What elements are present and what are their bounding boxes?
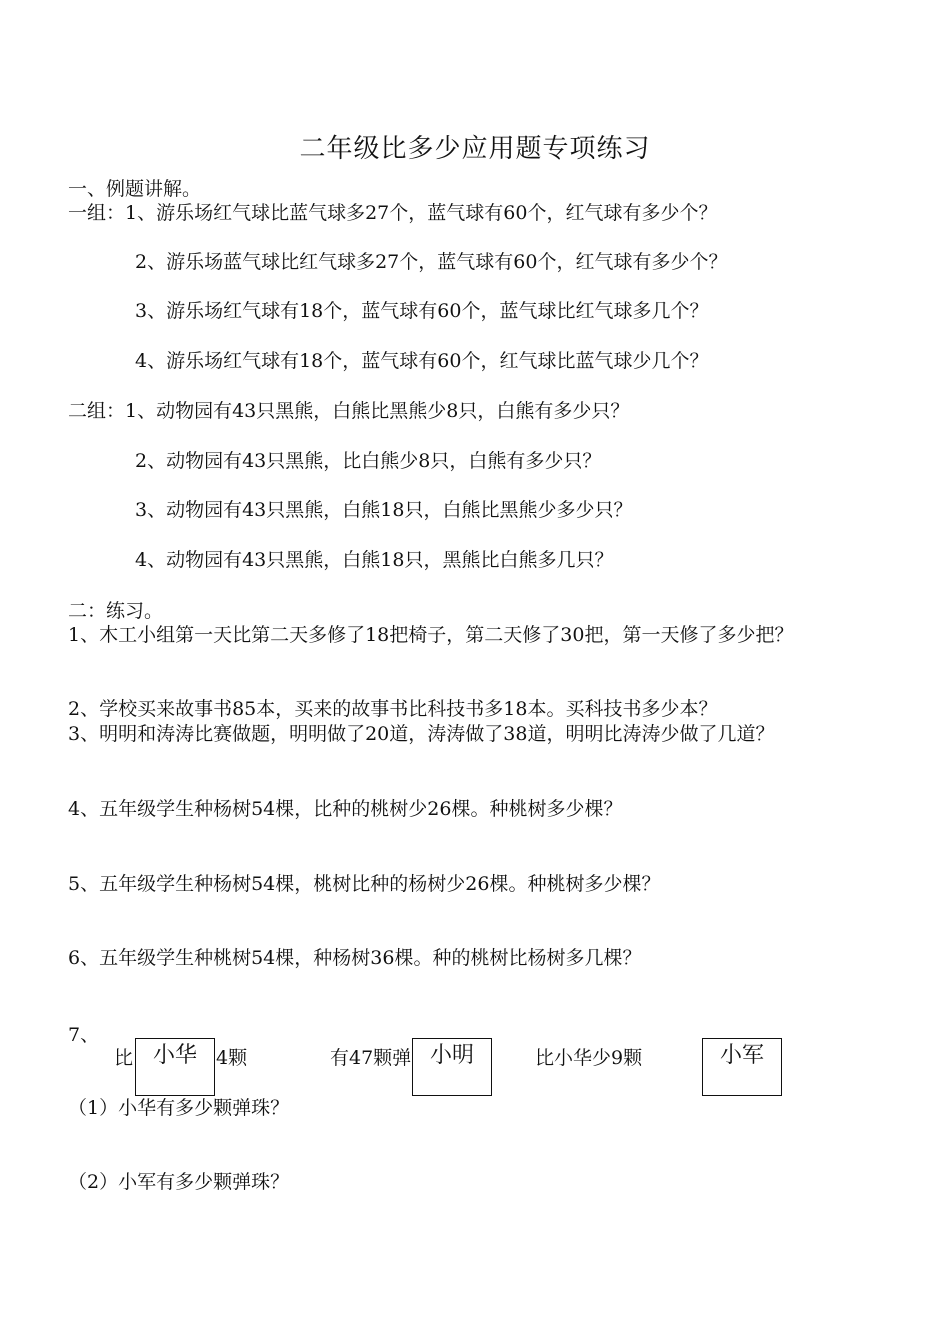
- exercise-7-text-a: 比: [114, 1047, 134, 1069]
- name-box-xiaojun: 小军: [702, 1038, 782, 1096]
- name-box-xiaohua: 小华: [135, 1038, 215, 1096]
- exercise-3: 3、明明和涛涛比赛做题，明明做了20道，涛涛做了38道，明明比涛涛少做了几道？: [68, 723, 775, 745]
- group2-q4: 4、动物园有43只黑熊，白熊18只，黑熊比白熊多几只？: [135, 549, 614, 571]
- section1-heading: 一、例题讲解。: [68, 178, 202, 200]
- group2-q1: 二组：1、动物园有43只黑熊，白熊比黑熊少8只，白熊有多少只？: [68, 400, 630, 422]
- exercise-7-text-c: 有47颗弹: [330, 1047, 412, 1069]
- group1-q1: 一组：1、游乐场红气球比蓝气球多27个，蓝气球有60个，红气球有多少个？: [68, 202, 718, 224]
- exercise-7-text-b: 4颗: [216, 1047, 248, 1069]
- exercise-6: 6、五年级学生种桃树54棵，种杨树36棵。种的桃树比杨树多几棵？: [68, 947, 642, 969]
- exercise-1: 1、木工小组第一天比第二天多修了18把椅子，第二天修了30把，第一天修了多少把？: [68, 624, 794, 646]
- exercise-7-q2: （2）小军有多少颗弹珠？: [68, 1171, 290, 1193]
- group1-q2: 2、游乐场蓝气球比红气球多27个，蓝气球有60个，红气球有多少个？: [135, 251, 728, 273]
- exercise-7-text-d: 比小华少9颗: [535, 1047, 643, 1069]
- group2-q2: 2、动物园有43只黑熊，比白熊少8只，白熊有多少只？: [135, 450, 602, 472]
- exercise-7-number: 7、: [68, 1024, 100, 1046]
- page-title: 二年级比多少应用题专项练习: [299, 134, 651, 164]
- group1-q4: 4、游乐场红气球有18个，蓝气球有60个，红气球比蓝气球少几个？: [135, 350, 709, 372]
- exercise-5: 5、五年级学生种杨树54棵，桃树比种的杨树少26棵。种桃树多少棵？: [68, 873, 661, 895]
- exercise-7-q1: （1）小华有多少颗弹珠？: [68, 1097, 290, 1119]
- group2-q3: 3、动物园有43只黑熊，白熊18只，白熊比黑熊少多少只？: [135, 499, 633, 521]
- exercise-4: 4、五年级学生种杨树54棵，比种的桃树少26棵。种桃树多少棵？: [68, 798, 623, 820]
- exercise-2: 2、学校买来故事书85本，买来的故事书比科技书多18本。买科技书多少本？: [68, 698, 718, 720]
- name-box-xiaoming: 小明: [412, 1038, 492, 1096]
- section2-heading: 二：练习。: [68, 600, 164, 622]
- group1-q3: 3、游乐场红气球有18个，蓝气球有60个，蓝气球比红气球多几个？: [135, 300, 709, 322]
